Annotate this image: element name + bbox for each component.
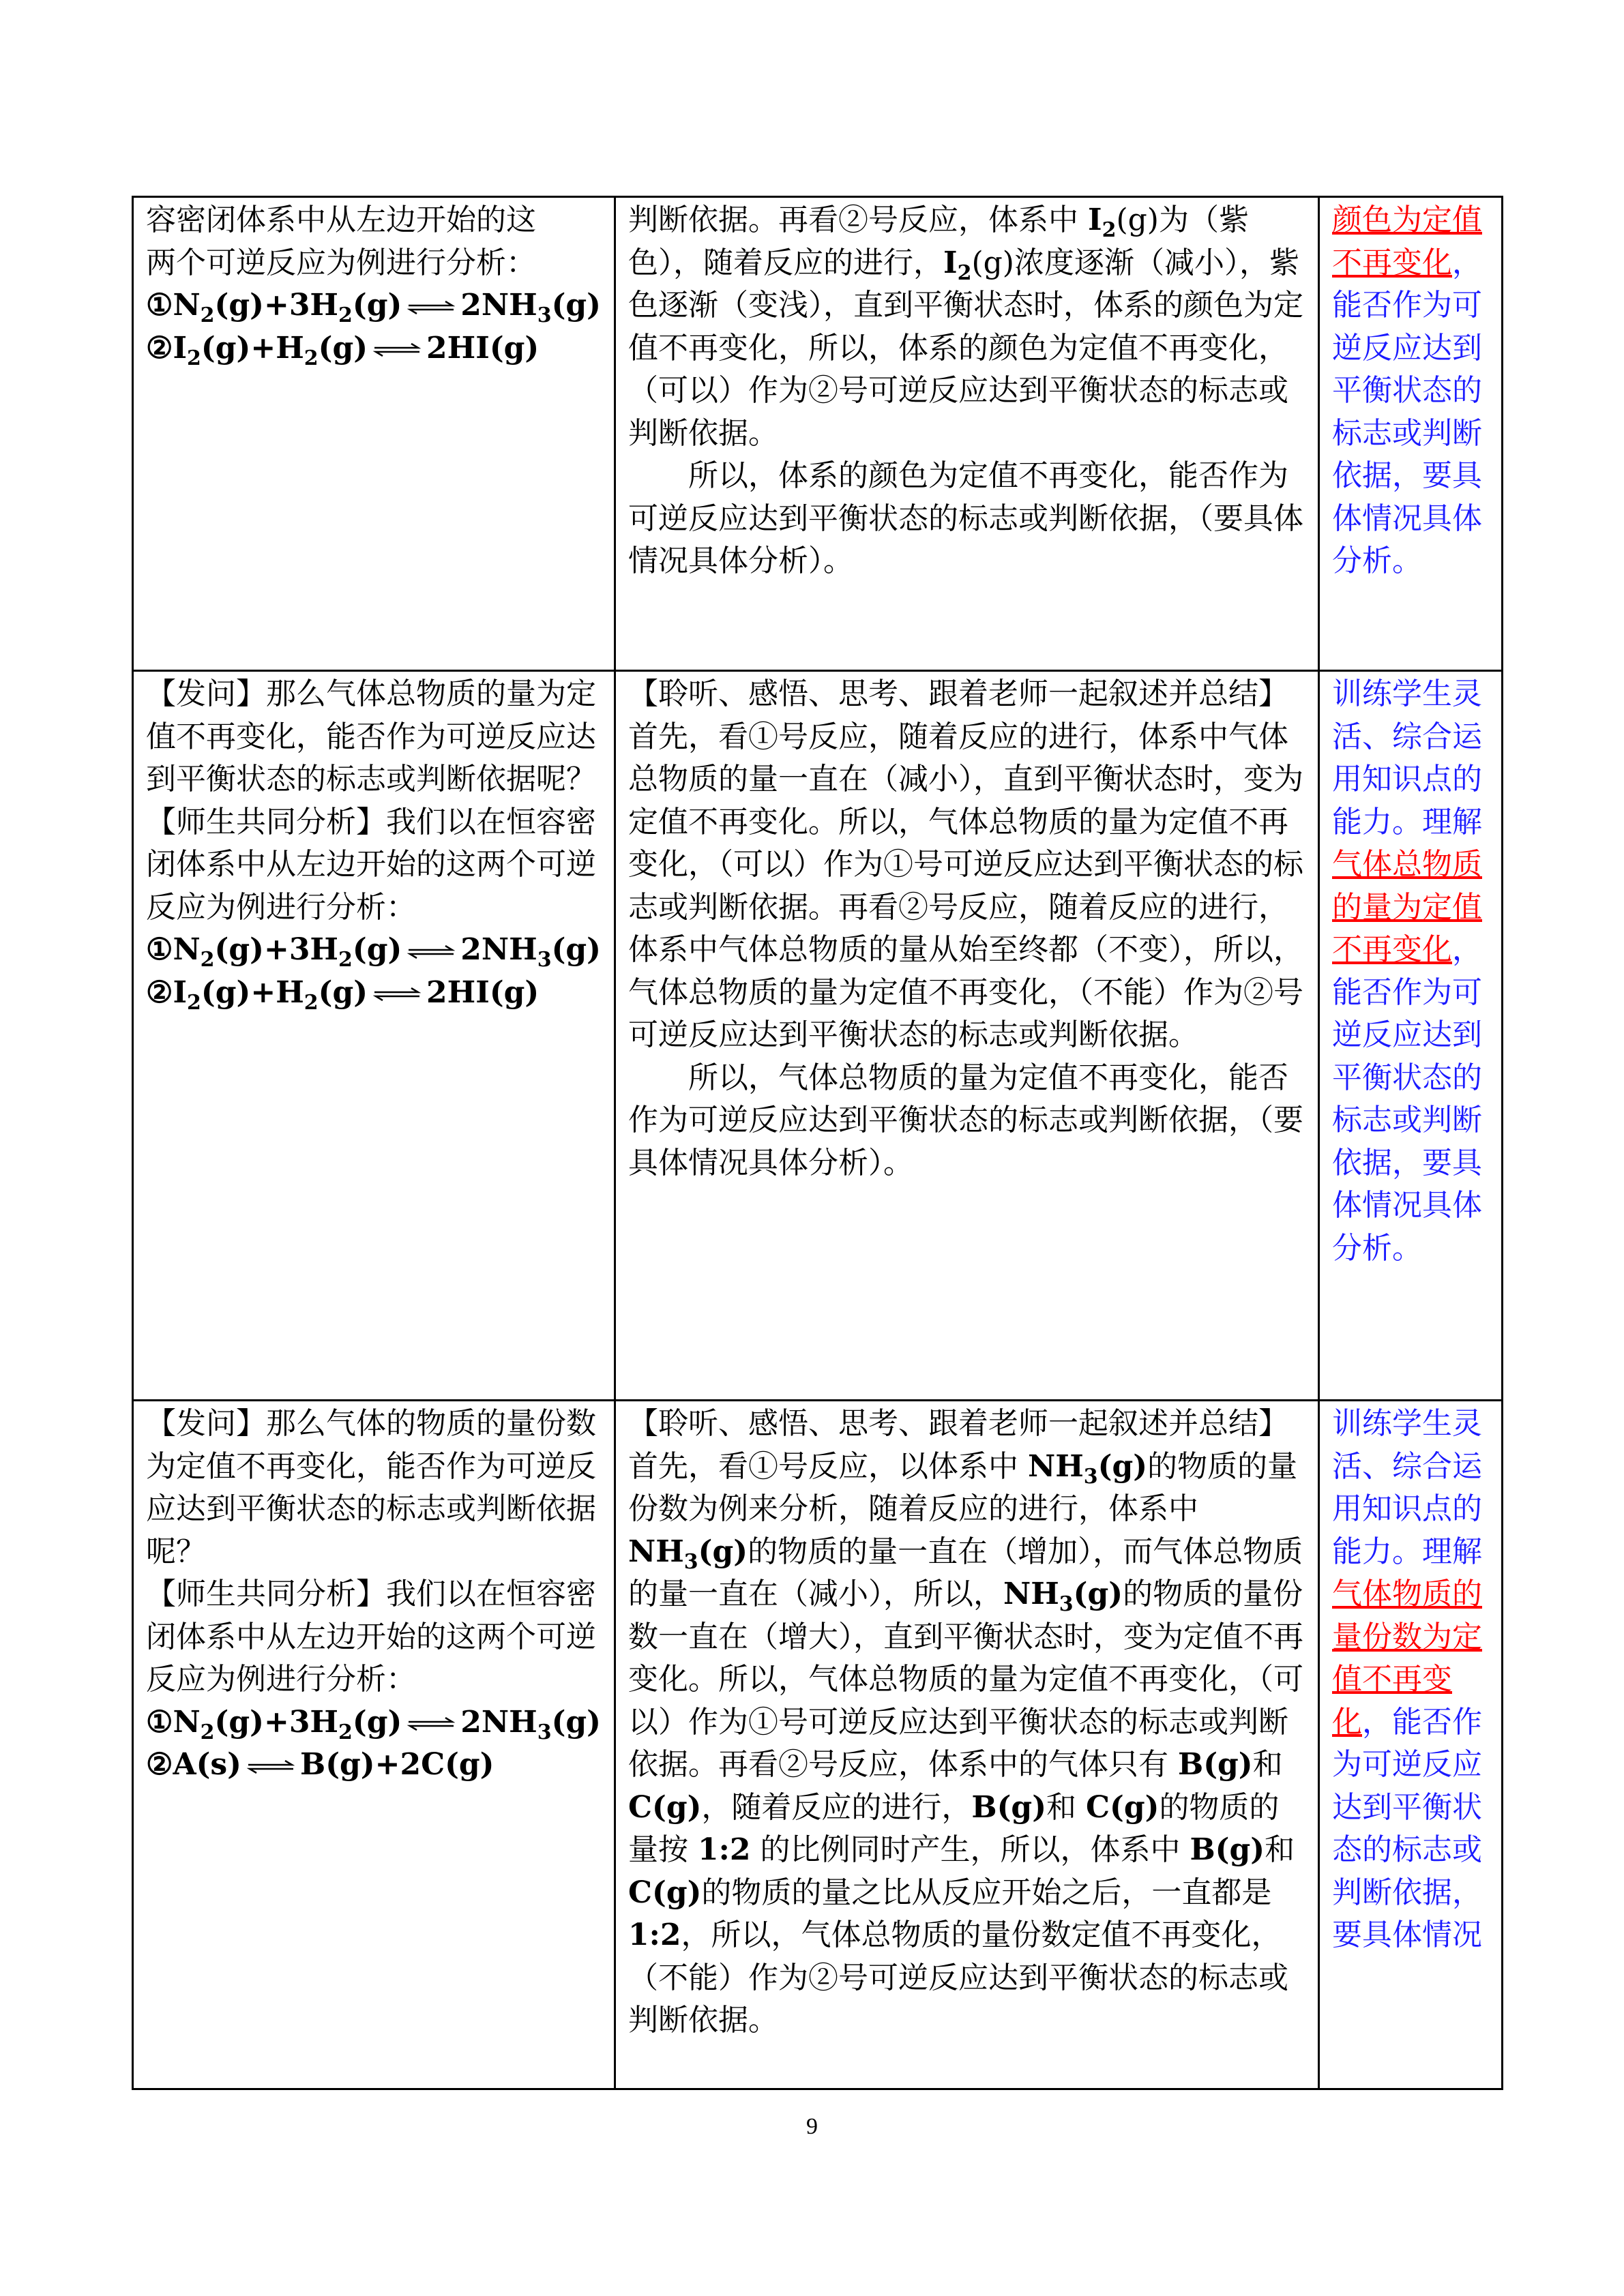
question-paragraph: 【发问】那么气体的物质的量份数为定值不再变化，能否作为可逆反应达到平衡状态的标志或判断依据呢？ <box>146 1406 596 1569</box>
lesson-table <box>132 196 1503 2090</box>
reversible-arrow-icon <box>407 945 455 959</box>
teacher-activity-cell <box>133 197 615 671</box>
design-intent-cell <box>1319 1401 1503 2089</box>
student-activity-cell <box>615 671 1319 1401</box>
table-row <box>133 197 1503 671</box>
equation-1: $①N_2(g)+3H_2(g)$ $2NH_3(g)$ <box>146 1704 601 1744</box>
reversible-arrow-icon <box>247 1760 295 1774</box>
equation-1: $①N_2(g)+3H_2(g)$ $2NH_3(g)$ <box>146 288 601 327</box>
paragraph: 判断依据。再看②号反应，体系中 $I_2(g)$为（紫色），随着反应的进行，$I_2(g)$浓度逐渐（减小），紫色逐渐（变浅），直到平衡状态时，体系的颜色为定值不再变化，所以，体系的颜色为定值不再变化，（可以）作为②号可逆反应达到平衡状态的标志或判断依据。 <box>628 203 1303 451</box>
equation-2: $②I_2(g)+H_2(g)$ 2HI(g) <box>146 330 540 370</box>
intent-text: ，能否作为可逆反应达到平衡状态的标志或判断依据，要具体情况具体分析。 <box>1332 245 1482 578</box>
paragraph: 【聆听、感悟、思考、跟着老师一起叙述并总结】首先，看①号反应，随着反应的进行，体系中气体总物质的量一直在（减小），直到平衡状态时，变为定值不再变化。所以，气体总物质的量为定值不再变化，（可以）作为①号可逆反应达到平衡状态的标志或判断依据。再看②号反应，随着反应的进行，体系中气体总物质的量从始至终都（不变），所以，气体总物质的量为定值不再变化，（不能）作为②号可逆反应达到平衡状态的标志或判断依据。 <box>628 676 1303 1052</box>
teacher-activity-cell <box>133 1401 615 2089</box>
reversible-arrow-icon <box>407 301 455 314</box>
analysis-paragraph: 【师生共同分析】我们以在恒容密闭体系中从左边开始的这两个可逆反应为例进行分析： <box>146 1577 596 1697</box>
table-row <box>133 1401 1503 2089</box>
teacher-activity-cell <box>133 671 615 1401</box>
table-row <box>133 671 1503 1401</box>
paragraph: 所以，体系的颜色为定值不再变化，能否作为可逆反应达到平衡状态的标志或判断依据，（要具体情况具体分析）。 <box>628 458 1303 578</box>
page-number: 9 <box>806 2114 818 2139</box>
highlight-text: 颜色为定值不再变化 <box>1332 203 1482 280</box>
intent-text: 训练学生灵活、综合运用知识点的能力。理解 <box>1332 676 1482 839</box>
reversible-arrow-icon <box>407 1717 455 1731</box>
equation-1: $①N_2(g)+3H_2(g)$ $2NH_3(g)$ <box>146 932 601 972</box>
paragraph: 【聆听、感悟、思考、跟着老师一起叙述并总结】首先，看①号反应，以体系中 $NH_3(g)$的物质的量份数为例来分析，随着反应的进行，体系中 $NH_3(g)$的物质的量一直在（增加），而气体总物质的量一直在（减小），所以，$NH_3(g)$的物质的量份数一直在（增大），直到平衡状态时，变为定值不再变化。所以，气体总物质的量为定值不再变化，（可以）作为①号可逆反应达到平衡状态的标志或判断依据。再看②号反应，体系中的气体只有 B(g)和 C(g)，随着反应的进行，B(g)和 C(g)的物质的量按 1:2 的比例同时产生，所以，体系中 B(g)和 C(g)的物质的量之比从反应开始之后，一直都是 1:2，所以，气体总物质的量份数定值不再变化，（不能）作为②号可逆反应达到平衡状态的标志或判断依据。 <box>628 1406 1303 2038</box>
design-intent-cell <box>1319 197 1503 671</box>
text-line: 两个可逆反应为例进行分析： <box>146 245 536 280</box>
highlight-text: 气体物质的量份数为定值不再变化 <box>1332 1577 1482 1740</box>
intent-text: ，能否作为可逆反应达到平衡状态的标志或判断依据，要具体情况具体分析。 <box>1332 932 1482 1266</box>
design-intent-cell <box>1319 671 1503 1401</box>
reversible-arrow-icon <box>373 343 421 357</box>
question-paragraph: 【发问】那么气体总物质的量为定值不再变化，能否作为可逆反应达到平衡状态的标志或判断依据呢？ <box>146 676 596 796</box>
text-line: 容密闭体系中从左边开始的这 <box>146 203 536 237</box>
intent-text: 训练学生灵活、综合运用知识点的能力。理解 <box>1332 1406 1482 1569</box>
student-activity-cell <box>615 1401 1319 2089</box>
intent-text: ，能否作为可逆反应达到平衡状态的标志或判断依据，要具体情况 <box>1332 1704 1482 1952</box>
equation-2: ②A(s) B(g)+2C(g) <box>146 1747 494 1782</box>
equation-2: $②I_2(g)+H_2(g)$ 2HI(g) <box>146 974 540 1015</box>
analysis-paragraph: 【师生共同分析】我们以在恒容密闭体系中从左边开始的这两个可逆反应为例进行分析： <box>146 804 596 925</box>
reversible-arrow-icon <box>373 987 421 1001</box>
student-activity-cell <box>615 197 1319 671</box>
highlight-text: 气体总物质的量为定值不再变化 <box>1332 847 1482 967</box>
paragraph: 所以，气体总物质的量为定值不再变化，能否作为可逆反应达到平衡状态的标志或判断依据，（要具体情况具体分析）。 <box>628 1060 1303 1180</box>
